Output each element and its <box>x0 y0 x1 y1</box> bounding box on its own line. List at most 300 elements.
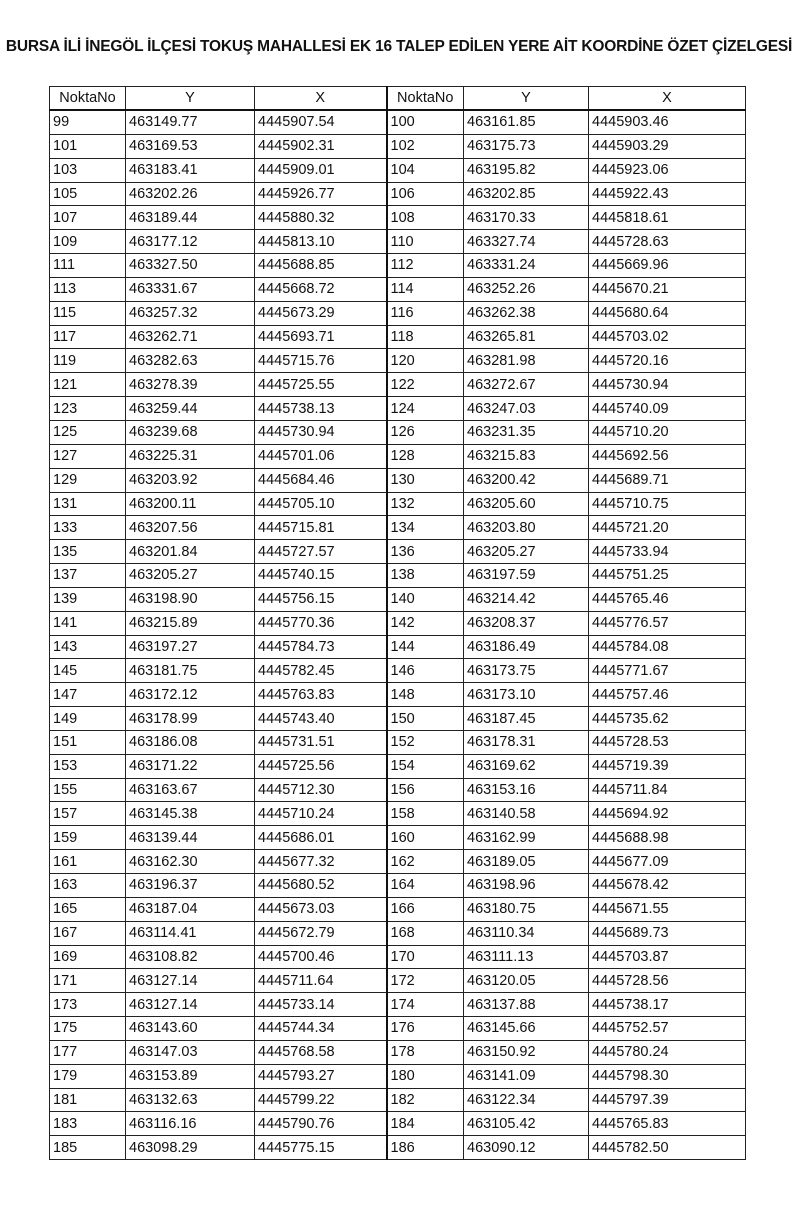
cell-point-no: 138 <box>387 564 464 588</box>
cell-point-no: 186 <box>387 1136 464 1160</box>
cell-y: 463162.99 <box>464 826 589 850</box>
cell-x: 4445798.30 <box>589 1064 746 1088</box>
cell-y: 463205.27 <box>126 564 255 588</box>
cell-y: 463169.62 <box>464 754 589 778</box>
cell-x: 4445735.62 <box>589 707 746 731</box>
table-row <box>50 1040 746 1064</box>
cell-x: 4445751.25 <box>589 564 746 588</box>
cell-point-no: 125 <box>50 420 126 444</box>
cell-point-no: 135 <box>50 540 126 564</box>
table-row <box>50 158 746 182</box>
table-row <box>50 945 746 969</box>
cell-y: 463278.39 <box>126 373 255 397</box>
cell-y: 463111.13 <box>464 945 589 969</box>
cell-point-no: 140 <box>387 587 464 611</box>
cell-x: 4445740.15 <box>255 564 387 588</box>
cell-point-no: 130 <box>387 468 464 492</box>
cell-point-no: 139 <box>50 587 126 611</box>
cell-y: 463120.05 <box>464 969 589 993</box>
table-row <box>50 540 746 564</box>
cell-point-no: 168 <box>387 921 464 945</box>
table-row <box>50 468 746 492</box>
table-row <box>50 420 746 444</box>
cell-y: 463178.31 <box>464 730 589 754</box>
cell-y: 463189.44 <box>126 206 255 230</box>
cell-x: 4445700.46 <box>255 945 387 969</box>
cell-point-no: 108 <box>387 206 464 230</box>
cell-x: 4445670.21 <box>589 277 746 301</box>
cell-y: 463122.34 <box>464 1088 589 1112</box>
table-row <box>50 492 746 516</box>
cell-y: 463171.22 <box>126 754 255 778</box>
cell-x: 4445923.06 <box>589 158 746 182</box>
cell-point-no: 122 <box>387 373 464 397</box>
cell-x: 4445797.39 <box>589 1088 746 1112</box>
cell-point-no: 160 <box>387 826 464 850</box>
cell-y: 463239.68 <box>126 420 255 444</box>
cell-x: 4445793.27 <box>255 1064 387 1088</box>
cell-y: 463208.37 <box>464 611 589 635</box>
cell-x: 4445727.57 <box>255 540 387 564</box>
cell-x: 4445705.10 <box>255 492 387 516</box>
cell-x: 4445673.03 <box>255 897 387 921</box>
cell-x: 4445720.16 <box>589 349 746 373</box>
cell-x: 4445903.46 <box>589 110 746 134</box>
cell-point-no: 158 <box>387 802 464 826</box>
header-y-left: Y <box>126 87 255 111</box>
cell-y: 463169.53 <box>126 134 255 158</box>
table-row <box>50 802 746 826</box>
cell-x: 4445744.34 <box>255 1017 387 1041</box>
cell-y: 463145.66 <box>464 1017 589 1041</box>
table-row <box>50 1112 746 1136</box>
cell-x: 4445715.76 <box>255 349 387 373</box>
cell-x: 4445765.46 <box>589 587 746 611</box>
cell-point-no: 109 <box>50 230 126 254</box>
cell-x: 4445678.42 <box>589 874 746 898</box>
table-row <box>50 683 746 707</box>
cell-y: 463215.83 <box>464 444 589 468</box>
table-row <box>50 587 746 611</box>
cell-x: 4445711.84 <box>589 778 746 802</box>
cell-x: 4445710.75 <box>589 492 746 516</box>
cell-x: 4445725.55 <box>255 373 387 397</box>
cell-point-no: 111 <box>50 254 126 278</box>
cell-y: 463187.45 <box>464 707 589 731</box>
cell-x: 4445784.08 <box>589 635 746 659</box>
cell-point-no: 127 <box>50 444 126 468</box>
cell-x: 4445756.15 <box>255 587 387 611</box>
cell-point-no: 151 <box>50 730 126 754</box>
table-row <box>50 110 746 134</box>
cell-y: 463257.32 <box>126 301 255 325</box>
cell-point-no: 133 <box>50 516 126 540</box>
table-row <box>50 1017 746 1041</box>
cell-point-no: 145 <box>50 659 126 683</box>
cell-x: 4445680.52 <box>255 874 387 898</box>
table-row <box>50 182 746 206</box>
table-row <box>50 1088 746 1112</box>
cell-point-no: 117 <box>50 325 126 349</box>
cell-y: 463145.38 <box>126 802 255 826</box>
cell-point-no: 173 <box>50 993 126 1017</box>
cell-point-no: 178 <box>387 1040 464 1064</box>
cell-x: 4445765.83 <box>589 1112 746 1136</box>
cell-x: 4445731.51 <box>255 730 387 754</box>
table-row <box>50 754 746 778</box>
cell-x: 4445711.64 <box>255 969 387 993</box>
cell-point-no: 172 <box>387 969 464 993</box>
table-row <box>50 826 746 850</box>
cell-point-no: 100 <box>387 110 464 134</box>
cell-point-no: 156 <box>387 778 464 802</box>
table-row <box>50 230 746 254</box>
cell-x: 4445730.94 <box>255 420 387 444</box>
cell-x: 4445733.94 <box>589 540 746 564</box>
table-row <box>50 850 746 874</box>
cell-y: 463140.58 <box>464 802 589 826</box>
cell-y: 463143.60 <box>126 1017 255 1041</box>
cell-y: 463262.71 <box>126 325 255 349</box>
cell-y: 463202.26 <box>126 182 255 206</box>
cell-y: 463183.41 <box>126 158 255 182</box>
cell-point-no: 159 <box>50 826 126 850</box>
cell-point-no: 177 <box>50 1040 126 1064</box>
cell-y: 463200.11 <box>126 492 255 516</box>
cell-x: 4445780.24 <box>589 1040 746 1064</box>
cell-y: 463198.96 <box>464 874 589 898</box>
cell-x: 4445710.24 <box>255 802 387 826</box>
cell-y: 463282.63 <box>126 349 255 373</box>
cell-x: 4445673.29 <box>255 301 387 325</box>
cell-y: 463214.42 <box>464 587 589 611</box>
cell-y: 463186.08 <box>126 730 255 754</box>
cell-y: 463153.16 <box>464 778 589 802</box>
cell-x: 4445710.20 <box>589 420 746 444</box>
cell-x: 4445715.81 <box>255 516 387 540</box>
cell-x: 4445907.54 <box>255 110 387 134</box>
cell-point-no: 114 <box>387 277 464 301</box>
cell-point-no: 180 <box>387 1064 464 1088</box>
cell-x: 4445799.22 <box>255 1088 387 1112</box>
cell-point-no: 129 <box>50 468 126 492</box>
cell-point-no: 166 <box>387 897 464 921</box>
cell-point-no: 169 <box>50 945 126 969</box>
cell-y: 463186.49 <box>464 635 589 659</box>
table-row <box>50 134 746 158</box>
cell-point-no: 167 <box>50 921 126 945</box>
header-x-left: X <box>255 87 387 111</box>
cell-x: 4445757.46 <box>589 683 746 707</box>
cell-point-no: 152 <box>387 730 464 754</box>
cell-y: 463172.12 <box>126 683 255 707</box>
cell-x: 4445669.96 <box>589 254 746 278</box>
cell-point-no: 136 <box>387 540 464 564</box>
cell-point-no: 137 <box>50 564 126 588</box>
cell-y: 463196.37 <box>126 874 255 898</box>
cell-point-no: 123 <box>50 397 126 421</box>
cell-y: 463205.60 <box>464 492 589 516</box>
cell-y: 463147.03 <box>126 1040 255 1064</box>
cell-y: 463105.42 <box>464 1112 589 1136</box>
cell-y: 463180.75 <box>464 897 589 921</box>
cell-x: 4445694.92 <box>589 802 746 826</box>
cell-point-no: 165 <box>50 897 126 921</box>
cell-x: 4445728.56 <box>589 969 746 993</box>
table-row <box>50 707 746 731</box>
cell-y: 463203.92 <box>126 468 255 492</box>
cell-y: 463203.80 <box>464 516 589 540</box>
cell-point-no: 103 <box>50 158 126 182</box>
cell-x: 4445693.71 <box>255 325 387 349</box>
cell-x: 4445668.72 <box>255 277 387 301</box>
table-row <box>50 373 746 397</box>
table-row <box>50 969 746 993</box>
cell-point-no: 153 <box>50 754 126 778</box>
table-row <box>50 611 746 635</box>
cell-y: 463108.82 <box>126 945 255 969</box>
cell-y: 463114.41 <box>126 921 255 945</box>
cell-point-no: 161 <box>50 850 126 874</box>
table-row <box>50 325 746 349</box>
cell-x: 4445692.56 <box>589 444 746 468</box>
cell-point-no: 163 <box>50 874 126 898</box>
cell-y: 463205.27 <box>464 540 589 564</box>
cell-y: 463259.44 <box>126 397 255 421</box>
cell-point-no: 148 <box>387 683 464 707</box>
cell-x: 4445730.94 <box>589 373 746 397</box>
cell-x: 4445686.01 <box>255 826 387 850</box>
cell-point-no: 143 <box>50 635 126 659</box>
table-row <box>50 921 746 945</box>
cell-x: 4445680.64 <box>589 301 746 325</box>
cell-y: 463331.24 <box>464 254 589 278</box>
cell-x: 4445776.57 <box>589 611 746 635</box>
cell-point-no: 179 <box>50 1064 126 1088</box>
cell-point-no: 170 <box>387 945 464 969</box>
cell-point-no: 124 <box>387 397 464 421</box>
cell-point-no: 146 <box>387 659 464 683</box>
cell-y: 463195.82 <box>464 158 589 182</box>
cell-x: 4445688.85 <box>255 254 387 278</box>
cell-y: 463153.89 <box>126 1064 255 1088</box>
cell-y: 463150.92 <box>464 1040 589 1064</box>
cell-y: 463225.31 <box>126 444 255 468</box>
cell-y: 463173.75 <box>464 659 589 683</box>
cell-x: 4445813.10 <box>255 230 387 254</box>
cell-x: 4445689.73 <box>589 921 746 945</box>
cell-y: 463173.10 <box>464 683 589 707</box>
cell-point-no: 128 <box>387 444 464 468</box>
cell-point-no: 175 <box>50 1017 126 1041</box>
header-y-right: Y <box>464 87 589 111</box>
cell-x: 4445738.13 <box>255 397 387 421</box>
cell-x: 4445903.29 <box>589 134 746 158</box>
cell-y: 463189.05 <box>464 850 589 874</box>
cell-y: 463127.14 <box>126 993 255 1017</box>
cell-x: 4445768.58 <box>255 1040 387 1064</box>
cell-x: 4445740.09 <box>589 397 746 421</box>
document-title: BURSA İLİ İNEGÖL İLÇESİ TOKUŞ MAHALLESİ EK 16 TALEP EDİLEN YERE AİT KOORDİNE ÖZET ÇİZELGESİ <box>5 38 793 55</box>
table-body <box>50 110 746 1160</box>
cell-x: 4445688.98 <box>589 826 746 850</box>
cell-point-no: 126 <box>387 420 464 444</box>
cell-y: 463098.29 <box>126 1136 255 1160</box>
cell-point-no: 183 <box>50 1112 126 1136</box>
table-row <box>50 301 746 325</box>
cell-point-no: 155 <box>50 778 126 802</box>
cell-y: 463177.12 <box>126 230 255 254</box>
cell-point-no: 131 <box>50 492 126 516</box>
cell-point-no: 144 <box>387 635 464 659</box>
table-row <box>50 730 746 754</box>
cell-point-no: 104 <box>387 158 464 182</box>
table-row <box>50 254 746 278</box>
cell-point-no: 116 <box>387 301 464 325</box>
cell-x: 4445790.76 <box>255 1112 387 1136</box>
cell-x: 4445677.09 <box>589 850 746 874</box>
table-row <box>50 897 746 921</box>
table-row <box>50 1136 746 1160</box>
table-row <box>50 206 746 230</box>
table-row <box>50 444 746 468</box>
cell-x: 4445719.39 <box>589 754 746 778</box>
cell-point-no: 141 <box>50 611 126 635</box>
table-row <box>50 397 746 421</box>
cell-point-no: 106 <box>387 182 464 206</box>
cell-point-no: 134 <box>387 516 464 540</box>
cell-y: 463116.16 <box>126 1112 255 1136</box>
cell-x: 4445703.87 <box>589 945 746 969</box>
cell-x: 4445701.06 <box>255 444 387 468</box>
cell-point-no: 115 <box>50 301 126 325</box>
cell-y: 463281.98 <box>464 349 589 373</box>
cell-y: 463231.35 <box>464 420 589 444</box>
cell-y: 463175.73 <box>464 134 589 158</box>
cell-point-no: 162 <box>387 850 464 874</box>
cell-y: 463163.67 <box>126 778 255 802</box>
cell-x: 4445712.30 <box>255 778 387 802</box>
cell-y: 463090.12 <box>464 1136 589 1160</box>
cell-point-no: 184 <box>387 1112 464 1136</box>
cell-x: 4445880.32 <box>255 206 387 230</box>
cell-y: 463187.04 <box>126 897 255 921</box>
cell-x: 4445733.14 <box>255 993 387 1017</box>
table-row <box>50 993 746 1017</box>
cell-x: 4445738.17 <box>589 993 746 1017</box>
cell-y: 463265.81 <box>464 325 589 349</box>
cell-y: 463161.85 <box>464 110 589 134</box>
coordinate-table <box>49 86 746 1160</box>
cell-x: 4445689.71 <box>589 468 746 492</box>
cell-y: 463181.75 <box>126 659 255 683</box>
cell-point-no: 176 <box>387 1017 464 1041</box>
cell-y: 463162.30 <box>126 850 255 874</box>
cell-y: 463132.63 <box>126 1088 255 1112</box>
cell-y: 463202.85 <box>464 182 589 206</box>
cell-point-no: 112 <box>387 254 464 278</box>
cell-point-no: 121 <box>50 373 126 397</box>
cell-y: 463262.38 <box>464 301 589 325</box>
cell-y: 463252.26 <box>464 277 589 301</box>
cell-x: 4445922.43 <box>589 182 746 206</box>
cell-x: 4445684.46 <box>255 468 387 492</box>
cell-point-no: 120 <box>387 349 464 373</box>
cell-x: 4445902.31 <box>255 134 387 158</box>
cell-y: 463331.67 <box>126 277 255 301</box>
cell-point-no: 102 <box>387 134 464 158</box>
cell-y: 463178.99 <box>126 707 255 731</box>
cell-point-no: 110 <box>387 230 464 254</box>
cell-point-no: 107 <box>50 206 126 230</box>
header-x-right: X <box>589 87 746 111</box>
table-row <box>50 564 746 588</box>
cell-point-no: 99 <box>50 110 126 134</box>
cell-point-no: 154 <box>387 754 464 778</box>
cell-x: 4445909.01 <box>255 158 387 182</box>
cell-x: 4445752.57 <box>589 1017 746 1041</box>
cell-y: 463207.56 <box>126 516 255 540</box>
cell-point-no: 171 <box>50 969 126 993</box>
table-row <box>50 659 746 683</box>
cell-x: 4445784.73 <box>255 635 387 659</box>
cell-x: 4445782.45 <box>255 659 387 683</box>
cell-x: 4445775.15 <box>255 1136 387 1160</box>
cell-x: 4445926.77 <box>255 182 387 206</box>
cell-y: 463127.14 <box>126 969 255 993</box>
cell-x: 4445818.61 <box>589 206 746 230</box>
cell-y: 463139.44 <box>126 826 255 850</box>
cell-x: 4445703.02 <box>589 325 746 349</box>
cell-point-no: 105 <box>50 182 126 206</box>
cell-point-no: 149 <box>50 707 126 731</box>
cell-x: 4445671.55 <box>589 897 746 921</box>
cell-y: 463198.90 <box>126 587 255 611</box>
cell-point-no: 113 <box>50 277 126 301</box>
cell-point-no: 181 <box>50 1088 126 1112</box>
cell-y: 463327.74 <box>464 230 589 254</box>
cell-y: 463247.03 <box>464 397 589 421</box>
table-row <box>50 516 746 540</box>
header-point-no-right: NoktaNo <box>387 87 464 111</box>
table-row <box>50 1064 746 1088</box>
cell-x: 4445721.20 <box>589 516 746 540</box>
cell-point-no: 119 <box>50 349 126 373</box>
cell-x: 4445672.79 <box>255 921 387 945</box>
cell-y: 463170.33 <box>464 206 589 230</box>
cell-point-no: 132 <box>387 492 464 516</box>
cell-point-no: 150 <box>387 707 464 731</box>
cell-point-no: 142 <box>387 611 464 635</box>
cell-x: 4445770.36 <box>255 611 387 635</box>
cell-x: 4445677.32 <box>255 850 387 874</box>
cell-x: 4445771.67 <box>589 659 746 683</box>
cell-y: 463149.77 <box>126 110 255 134</box>
cell-y: 463201.84 <box>126 540 255 564</box>
cell-y: 463327.50 <box>126 254 255 278</box>
cell-point-no: 101 <box>50 134 126 158</box>
cell-y: 463197.59 <box>464 564 589 588</box>
cell-point-no: 164 <box>387 874 464 898</box>
cell-y: 463137.88 <box>464 993 589 1017</box>
cell-y: 463200.42 <box>464 468 589 492</box>
header-point-no-left: NoktaNo <box>50 87 126 111</box>
cell-y: 463110.34 <box>464 921 589 945</box>
cell-x: 4445743.40 <box>255 707 387 731</box>
table-row <box>50 349 746 373</box>
table-header-row <box>50 87 746 111</box>
cell-y: 463197.27 <box>126 635 255 659</box>
